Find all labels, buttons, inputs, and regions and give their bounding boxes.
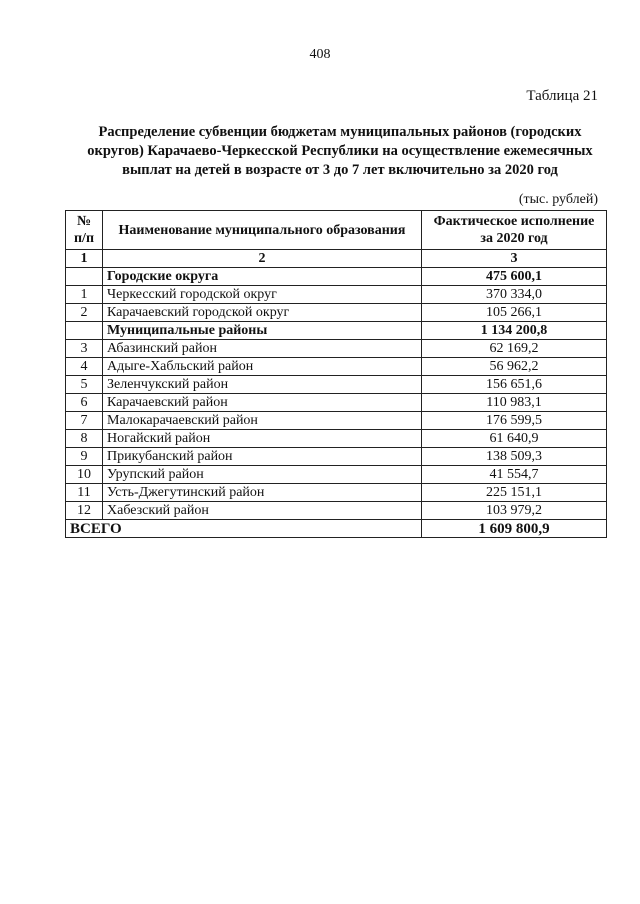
page-number: 408 — [309, 47, 331, 62]
total-label: ВСЕГО — [66, 520, 422, 538]
row-value: 103 979,2 — [422, 502, 607, 520]
group-row — [66, 322, 607, 340]
units-label: (тыс. рублей) — [518, 192, 598, 207]
row-number: 7 — [66, 412, 103, 430]
row-value: 61 640,9 — [422, 430, 607, 448]
row-value: 41 554,7 — [422, 466, 607, 484]
table-row — [66, 340, 607, 358]
row-value: 475 600,1 — [422, 268, 607, 286]
table-row — [66, 466, 607, 484]
row-value: 138 509,3 — [422, 448, 607, 466]
table-row — [66, 304, 607, 322]
row-value: 156 651,6 — [422, 376, 607, 394]
table-row — [66, 430, 607, 448]
row-value: 105 266,1 — [422, 304, 607, 322]
row-name: Черкесский городской округ — [103, 286, 422, 304]
row-number: 6 — [66, 394, 103, 412]
row-value: 56 962,2 — [422, 358, 607, 376]
row-name: Хабезский район — [103, 502, 422, 520]
row-number: 12 — [66, 502, 103, 520]
row-name: Адыге-Хабльский район — [103, 358, 422, 376]
row-value: 176 599,5 — [422, 412, 607, 430]
table-row — [66, 286, 607, 304]
row-number: 11 — [66, 484, 103, 502]
row-name: Урупский район — [103, 466, 422, 484]
row-value: 110 983,1 — [422, 394, 607, 412]
row-name: Городские округа — [103, 268, 422, 286]
row-value: 225 151,1 — [422, 484, 607, 502]
column-numbers-row — [66, 250, 607, 268]
row-value: 370 334,0 — [422, 286, 607, 304]
row-name: Малокарачаевский район — [103, 412, 422, 430]
group-row — [66, 268, 607, 286]
header-name: Наименование муниципального образования — [103, 211, 422, 250]
table-row — [66, 376, 607, 394]
table-row — [66, 394, 607, 412]
row-number: 8 — [66, 430, 103, 448]
table-row — [66, 448, 607, 466]
row-number: 5 — [66, 376, 103, 394]
column-number: 1 — [66, 250, 103, 268]
document-title: Распределение субвенции бюджетам муниципальных районов (городских округов) Карачаево-Черкесской Республики на осуществление ежемесячных выплат на детей в возрасте от 3 до 7 лет включительно за 2020 год — [87, 124, 593, 178]
row-number: 3 — [66, 340, 103, 358]
row-name: Абазинский район — [103, 340, 422, 358]
row-number — [66, 322, 103, 340]
header-num: № п/п — [66, 211, 103, 250]
row-value: 62 169,2 — [422, 340, 607, 358]
row-value: 1 134 200,8 — [422, 322, 607, 340]
row-number: 2 — [66, 304, 103, 322]
header-value: Фактическое исполнение за 2020 год — [422, 211, 607, 250]
table-body — [66, 268, 607, 520]
subvention-table — [65, 210, 607, 538]
total-value: 1 609 800,9 — [422, 520, 607, 538]
row-number: 10 — [66, 466, 103, 484]
column-number: 2 — [103, 250, 422, 268]
table-row — [66, 412, 607, 430]
table-row — [66, 484, 607, 502]
row-name: Карачаевский городской округ — [103, 304, 422, 322]
row-number: 1 — [66, 286, 103, 304]
column-number: 3 — [422, 250, 607, 268]
table-row — [66, 502, 607, 520]
row-name: Зеленчукский район — [103, 376, 422, 394]
row-number: 9 — [66, 448, 103, 466]
row-number: 4 — [66, 358, 103, 376]
row-name: Ногайский район — [103, 430, 422, 448]
row-name: Усть-Джегутинский район — [103, 484, 422, 502]
table-row — [66, 358, 607, 376]
row-name: Прикубанский район — [103, 448, 422, 466]
total-row — [66, 520, 607, 538]
table-label: Таблица 21 — [526, 88, 598, 104]
row-number — [66, 268, 103, 286]
header-row — [66, 211, 607, 250]
row-name: Карачаевский район — [103, 394, 422, 412]
row-name: Муниципальные районы — [103, 322, 422, 340]
